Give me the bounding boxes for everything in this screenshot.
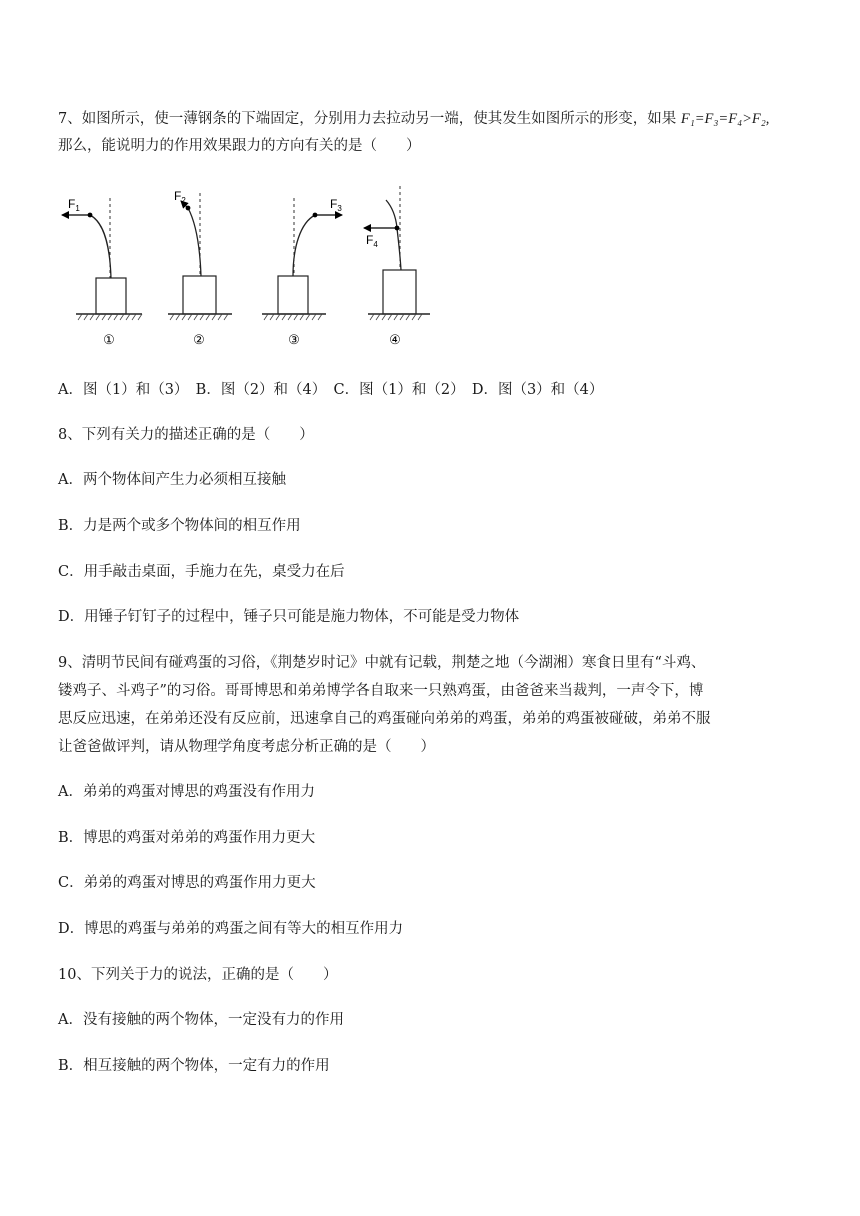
q8-option-d: D．用锤子钉钉子的过程中，锤子只可能是施力物体，不可能是受力物体	[58, 609, 520, 625]
q10-stem: 10、下列关于力的说法，正确的是（ ）	[58, 967, 338, 983]
q10-option-b: B．相互接触的两个物体，一定有力的作用	[58, 1058, 330, 1074]
figure-2	[168, 189, 232, 347]
q8-option-b: B．力是两个或多个物体间的相互作用	[58, 518, 301, 534]
q9-stem-line-1: 9、清明节民间有碰鸡蛋的习俗，《荆楚岁时记》中就有记载，荆楚之地（今湖湘）寒食日里有“斗鸡、	[58, 655, 706, 671]
q7-stem-line-2: 那么，能说明力的作用效果跟力的方向有关的是（ ）	[58, 138, 421, 154]
q8-option-a: A．两个物体间产生力必须相互接触	[58, 472, 286, 488]
q9-stem-line-3: 思反应迅速，在弟弟还没有反应前，迅速拿自己的鸡蛋碰向弟弟的鸡蛋，弟弟的鸡蛋被碰破，弟弟不服	[58, 711, 711, 727]
figure-4	[364, 186, 430, 347]
q7-stem-line-1: 7、如图所示，使一薄钢条的下端固定，分别用力去拉动另一端，使其发生如图所示的形变，如果 F₁=F₃=F₄>F₂,	[58, 111, 770, 127]
label-f2: $F_2$	[174, 189, 186, 205]
q10-option-a: A．没有接触的两个物体，一定没有力的作用	[58, 1012, 344, 1028]
q7-steel-strip-figure	[50, 178, 430, 353]
caption-4: ④	[389, 332, 401, 347]
caption-2: ②	[193, 332, 205, 347]
caption-3: ③	[288, 332, 300, 347]
figure-1	[62, 197, 142, 347]
q9-option-c: C．弟弟的鸡蛋对博思的鸡蛋作用力更大	[58, 875, 316, 891]
figure-3	[262, 197, 342, 347]
q7-force-condition: F₁=F₃=F₄>F₂,	[680, 111, 770, 127]
q9-option-a: A．弟弟的鸡蛋对博思的鸡蛋没有作用力	[58, 784, 315, 800]
q9-stem-line-4: 让爸爸做评判，请从物理学角度考虑分析正确的是（ ）	[58, 739, 435, 755]
caption-1: ①	[103, 332, 115, 347]
q7-options: A．图（1）和（3） B．图（2）和（4） C．图（1）和（2） D．图（3）和（4）	[58, 382, 604, 398]
label-f4: $F_4$	[366, 233, 378, 249]
label-f3: $F_3$	[330, 197, 342, 213]
q8-option-c: C．用手敲击桌面，手施力在先，桌受力在后	[58, 564, 345, 580]
q8-stem: 8、下列有关力的描述正确的是（ ）	[58, 427, 314, 443]
q9-stem-line-2: 镂鸡子、斗鸡子”的习俗。哥哥博思和弟弟博学各自取来一只熟鸡蛋，由爸爸来当裁判，一声令下，博	[58, 683, 704, 699]
q9-option-d: D．博思的鸡蛋与弟弟的鸡蛋之间有等大的相互作用力	[58, 921, 404, 937]
label-f1: $F_1$	[68, 197, 80, 213]
q9-option-b: B．博思的鸡蛋对弟弟的鸡蛋作用力更大	[58, 830, 316, 846]
